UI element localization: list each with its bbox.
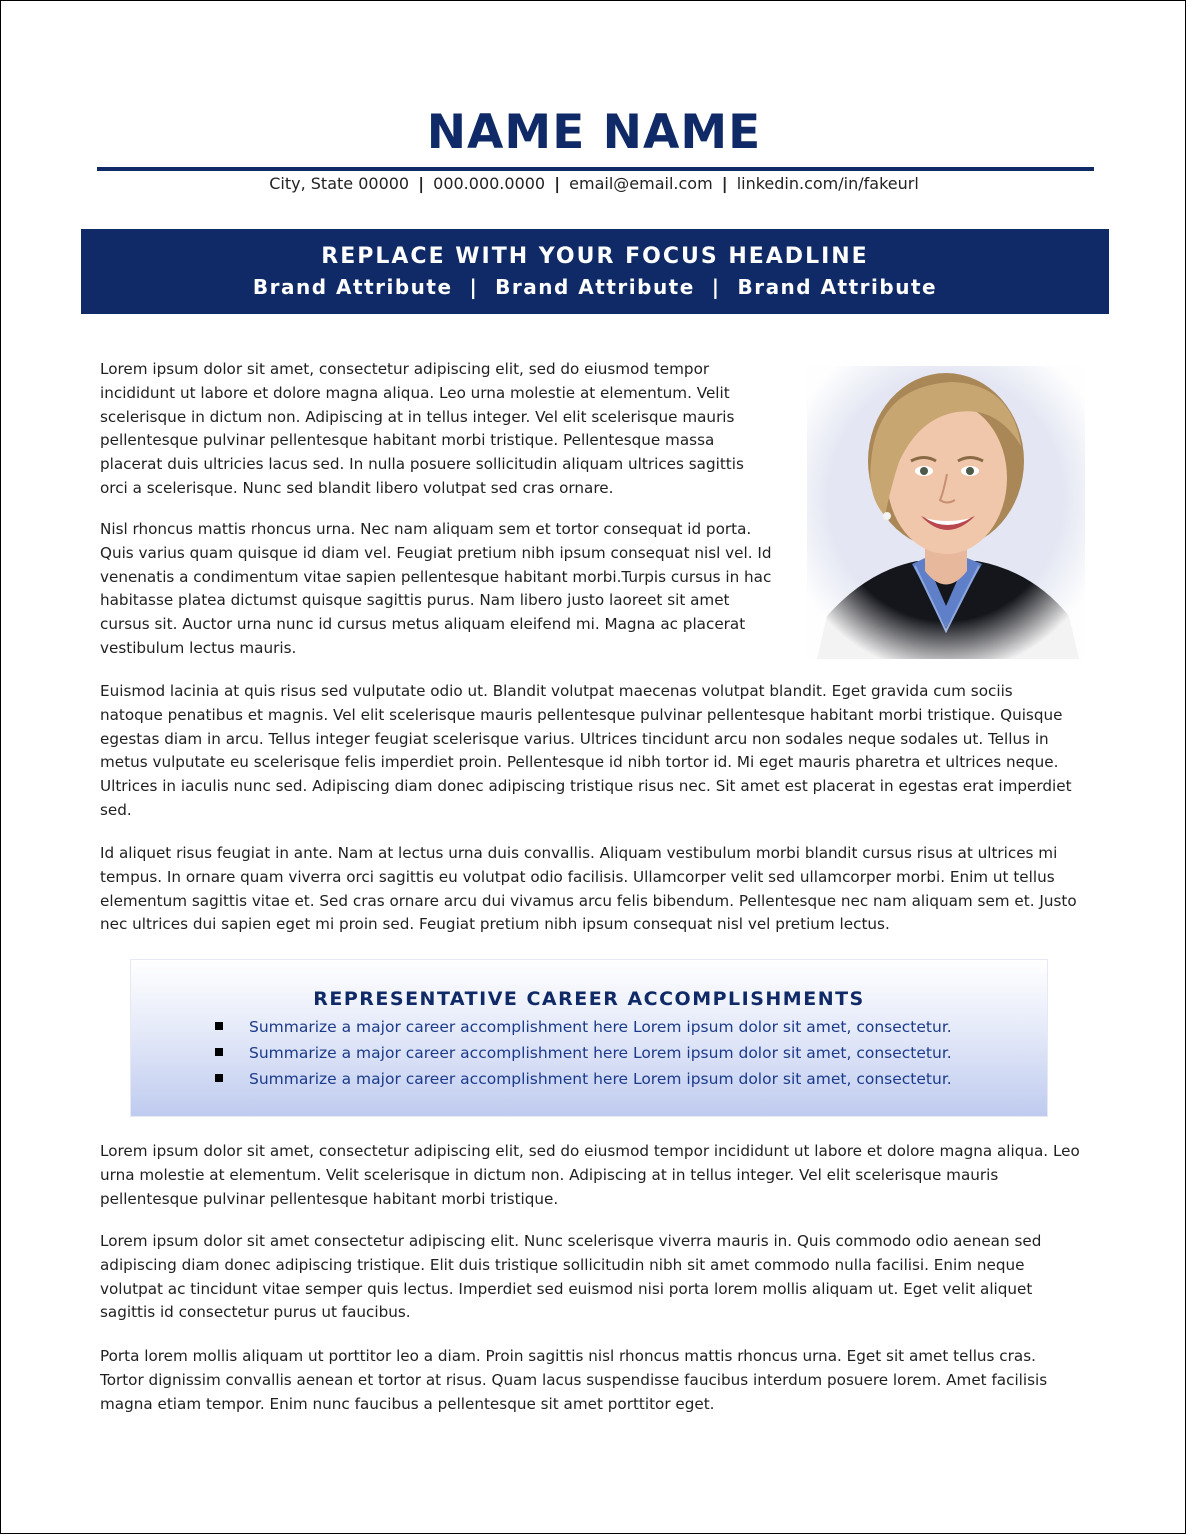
accomplishments-box: [130, 959, 1048, 1117]
brand-attributes: Brand Attribute | Brand Attribute | Brand Attribute: [252, 275, 938, 299]
name-divider: [97, 167, 1094, 171]
accomplishments-title: REPRESENTATIVE CAREER ACCOMPLISHMENTS: [313, 988, 865, 1010]
contact-email: email@email.com: [569, 174, 713, 193]
headshot-illustration: [807, 366, 1085, 659]
summary-paragraph: Nisl rhoncus mattis rhoncus urna. Nec nam aliquam sem et tortor consequat id porta. Quis varius quam quisque id diam vel. Feugiat pretium nibh ipsum consequat nisl vel. Id venenatis a condimentum vitae sapien pellentesque habitant morbi.Turpis cursus in hac habitasse platea dictumst quisque sagittis purus. Nam libero justo laoreet sit amet cursus sit. Auctor urna nunc id cursus metus aliquam eleifend mi. Magna ac placerat vestibulum lectus mauris.: [100, 520, 772, 657]
accomplishments-list: [215, 1016, 952, 1094]
square-bullet-icon: [215, 1074, 223, 1082]
contact-line: [1, 174, 1187, 194]
accomplishment-text: Summarize a major career accomplishment here Lorem ipsum dolor sit amet, consectetur.: [249, 1070, 952, 1088]
contact-phone: 000.000.0000: [433, 174, 546, 193]
accomplishment-text: Summarize a major career accomplishment here Lorem ipsum dolor sit amet, consectetur.: [249, 1018, 952, 1036]
square-bullet-icon: [215, 1022, 223, 1030]
accomplishment-text: Summarize a major career accomplishment here Lorem ipsum dolor sit amet, consectetur.: [249, 1044, 952, 1062]
accomplishment-item: [215, 1068, 952, 1094]
square-bullet-icon: [215, 1048, 223, 1056]
body-paragraph: Porta lorem mollis aliquam ut porttitor leo a diam. Proin sagittis nisl rhoncus mattis rhoncus urna. Eget sit amet tellus cras. Tortor dignissim convallis aenean et tortor at risus. Quam lacus suspendisse faucibus interdum posuere lorem. Amet facilisis magna etiam tempor. Enim nunc faucibus a pellentesque sit amet porttitor eget.: [100, 1347, 1048, 1413]
summary-paragraph: Euismod lacinia at quis risus sed vulputate odio ut. Blandit volutpat maecenas volutpat blandit. Eget gravida cum sociis natoque penatibus et magnis. Vel elit scelerisque mauris pellentesque pulvinar pellentesque habitant morbi tristique. Quisque egestas diam in arcu. Tellus integer feugiat scelerisque varius. Ultrices tincidunt arcu non sodales neque sodales ut. Tellus in metus vulputate eu scelerisque felis imperdiet proin. Pellentesque id nibh tortor id. Mi eget mauris pharetra et ultrices neque. Ultrices in iaculis nunc sed. Adipiscing diam donec adipiscing tristique risus nec. Sit amet est placerat in egestas erat imperdiet sed.: [100, 682, 1072, 819]
headshot-photo: [807, 366, 1085, 659]
contact-linkedin: linkedin.com/in/fakeurl: [736, 174, 919, 193]
summary-paragraph: Id aliquet risus feugiat in ante. Nam at lectus urna duis convallis. Aliquam vestibulum morbi blandit cursus risus at ultrices mi tempus. In ornare quam viverra orci sagittis eu volutpat odio facilisis. Ullamcorper velit sed ullamcorper morbi. Enim ut tellus elementum sagittis vitae et. Sed cras ornare arcu dui vivamus arcu felis bibendum. Pellentesque nec nam aliquam sem et. Justo nec ultrices dui sapien eget mi proin sed. Feugiat pretium nibh ipsum consequat nisl vel pretium lectus.: [100, 844, 1077, 934]
accomplishment-item: [215, 1016, 952, 1042]
contact-separator: |: [418, 174, 425, 193]
headline-banner: [81, 229, 1109, 314]
accomplishment-item: [215, 1042, 952, 1068]
body-paragraph: Lorem ipsum dolor sit amet consectetur adipiscing elit. Nunc scelerisque viverra mauris in. Quis commodo odio aenean sed adipiscing diam donec adipiscing tristique. Elit duis tristique sollicitudin nibh sit amet commodo nulla facilisi. Enim neque volutpat ac tincidunt vitae semper quis lectus. Imperdiet sed euismod nisi porta lorem mollis aliquam ut. Eget velit aliquet sagittis id consectetur purus ut faucibus.: [100, 1232, 1042, 1322]
body-paragraph: Lorem ipsum dolor sit amet, consectetur adipiscing elit, sed do eiusmod tempor incididunt ut labore et dolore magna aliqua. Leo urna molestie at elementum. Velit scelerisque in dictum non. Adipiscing at in tellus integer. Vel elit scelerisque mauris pellentesque pulvinar pellentesque habitant morbi tristique.: [100, 1142, 1080, 1208]
contact-separator: |: [721, 174, 728, 193]
summary-paragraph: Lorem ipsum dolor sit amet, consectetur adipiscing elit, sed do eiusmod tempor incididunt ut labore et dolore magna aliqua. Leo urna molestie at elementum. Velit scelerisque in dictum non. Adipiscing at in tellus integer. Vel elit scelerisque mauris pellentesque pulvinar pellentesque habitant morbi tristique. Pellentesque massa placerat duis ultricies lacus sed. In nulla posuere sollicitudin aliquam ultrices sagittis orci a scelerisque. Nunc sed blandit libero volutpat sed cras ornare.: [100, 360, 744, 497]
contact-location: City, State 00000: [269, 174, 410, 193]
contact-separator: |: [554, 174, 561, 193]
focus-headline: REPLACE WITH YOUR FOCUS HEADLINE: [321, 244, 869, 269]
candidate-name: NAME NAME: [426, 105, 762, 160]
